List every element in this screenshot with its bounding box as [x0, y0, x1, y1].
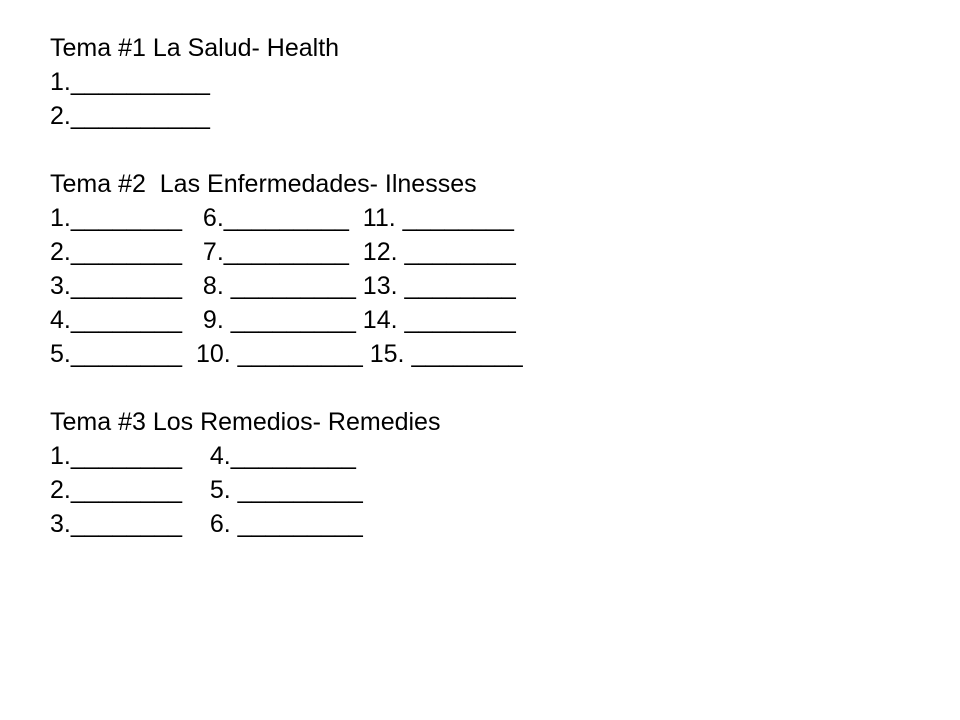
- topic2-title: Tema #2 Las Enfermedades- Ilnesses: [50, 170, 477, 198]
- topic1-title: Tema #1 La Salud- Health: [50, 34, 340, 62]
- topic2-line-5: 5.________ 10. _________ 15. ________: [50, 340, 523, 368]
- topic3-line-2: 2.________ 5. _________: [50, 476, 363, 504]
- topic1-line-2: 2.__________: [50, 102, 210, 130]
- section-spacer: [50, 371, 523, 405]
- topic1-line-1: 1.__________: [50, 68, 210, 96]
- topic3-line-3: 3.________ 6. _________: [50, 510, 363, 538]
- topic2-line-1: 1.________ 6._________ 11. ________: [50, 204, 514, 232]
- topic2-line-3: 3.________ 8. _________ 13. ________: [50, 272, 516, 300]
- topic2-line-2: 2.________ 7._________ 12. ________: [50, 238, 516, 266]
- topic3-line-1: 1.________ 4._________: [50, 442, 356, 470]
- topic3-title: Tema #3 Los Remedios- Remedies: [50, 408, 441, 436]
- topic2-line-4: 4.________ 9. _________ 14. ________: [50, 306, 516, 334]
- section-spacer: [50, 133, 523, 167]
- worksheet: [50, 31, 523, 541]
